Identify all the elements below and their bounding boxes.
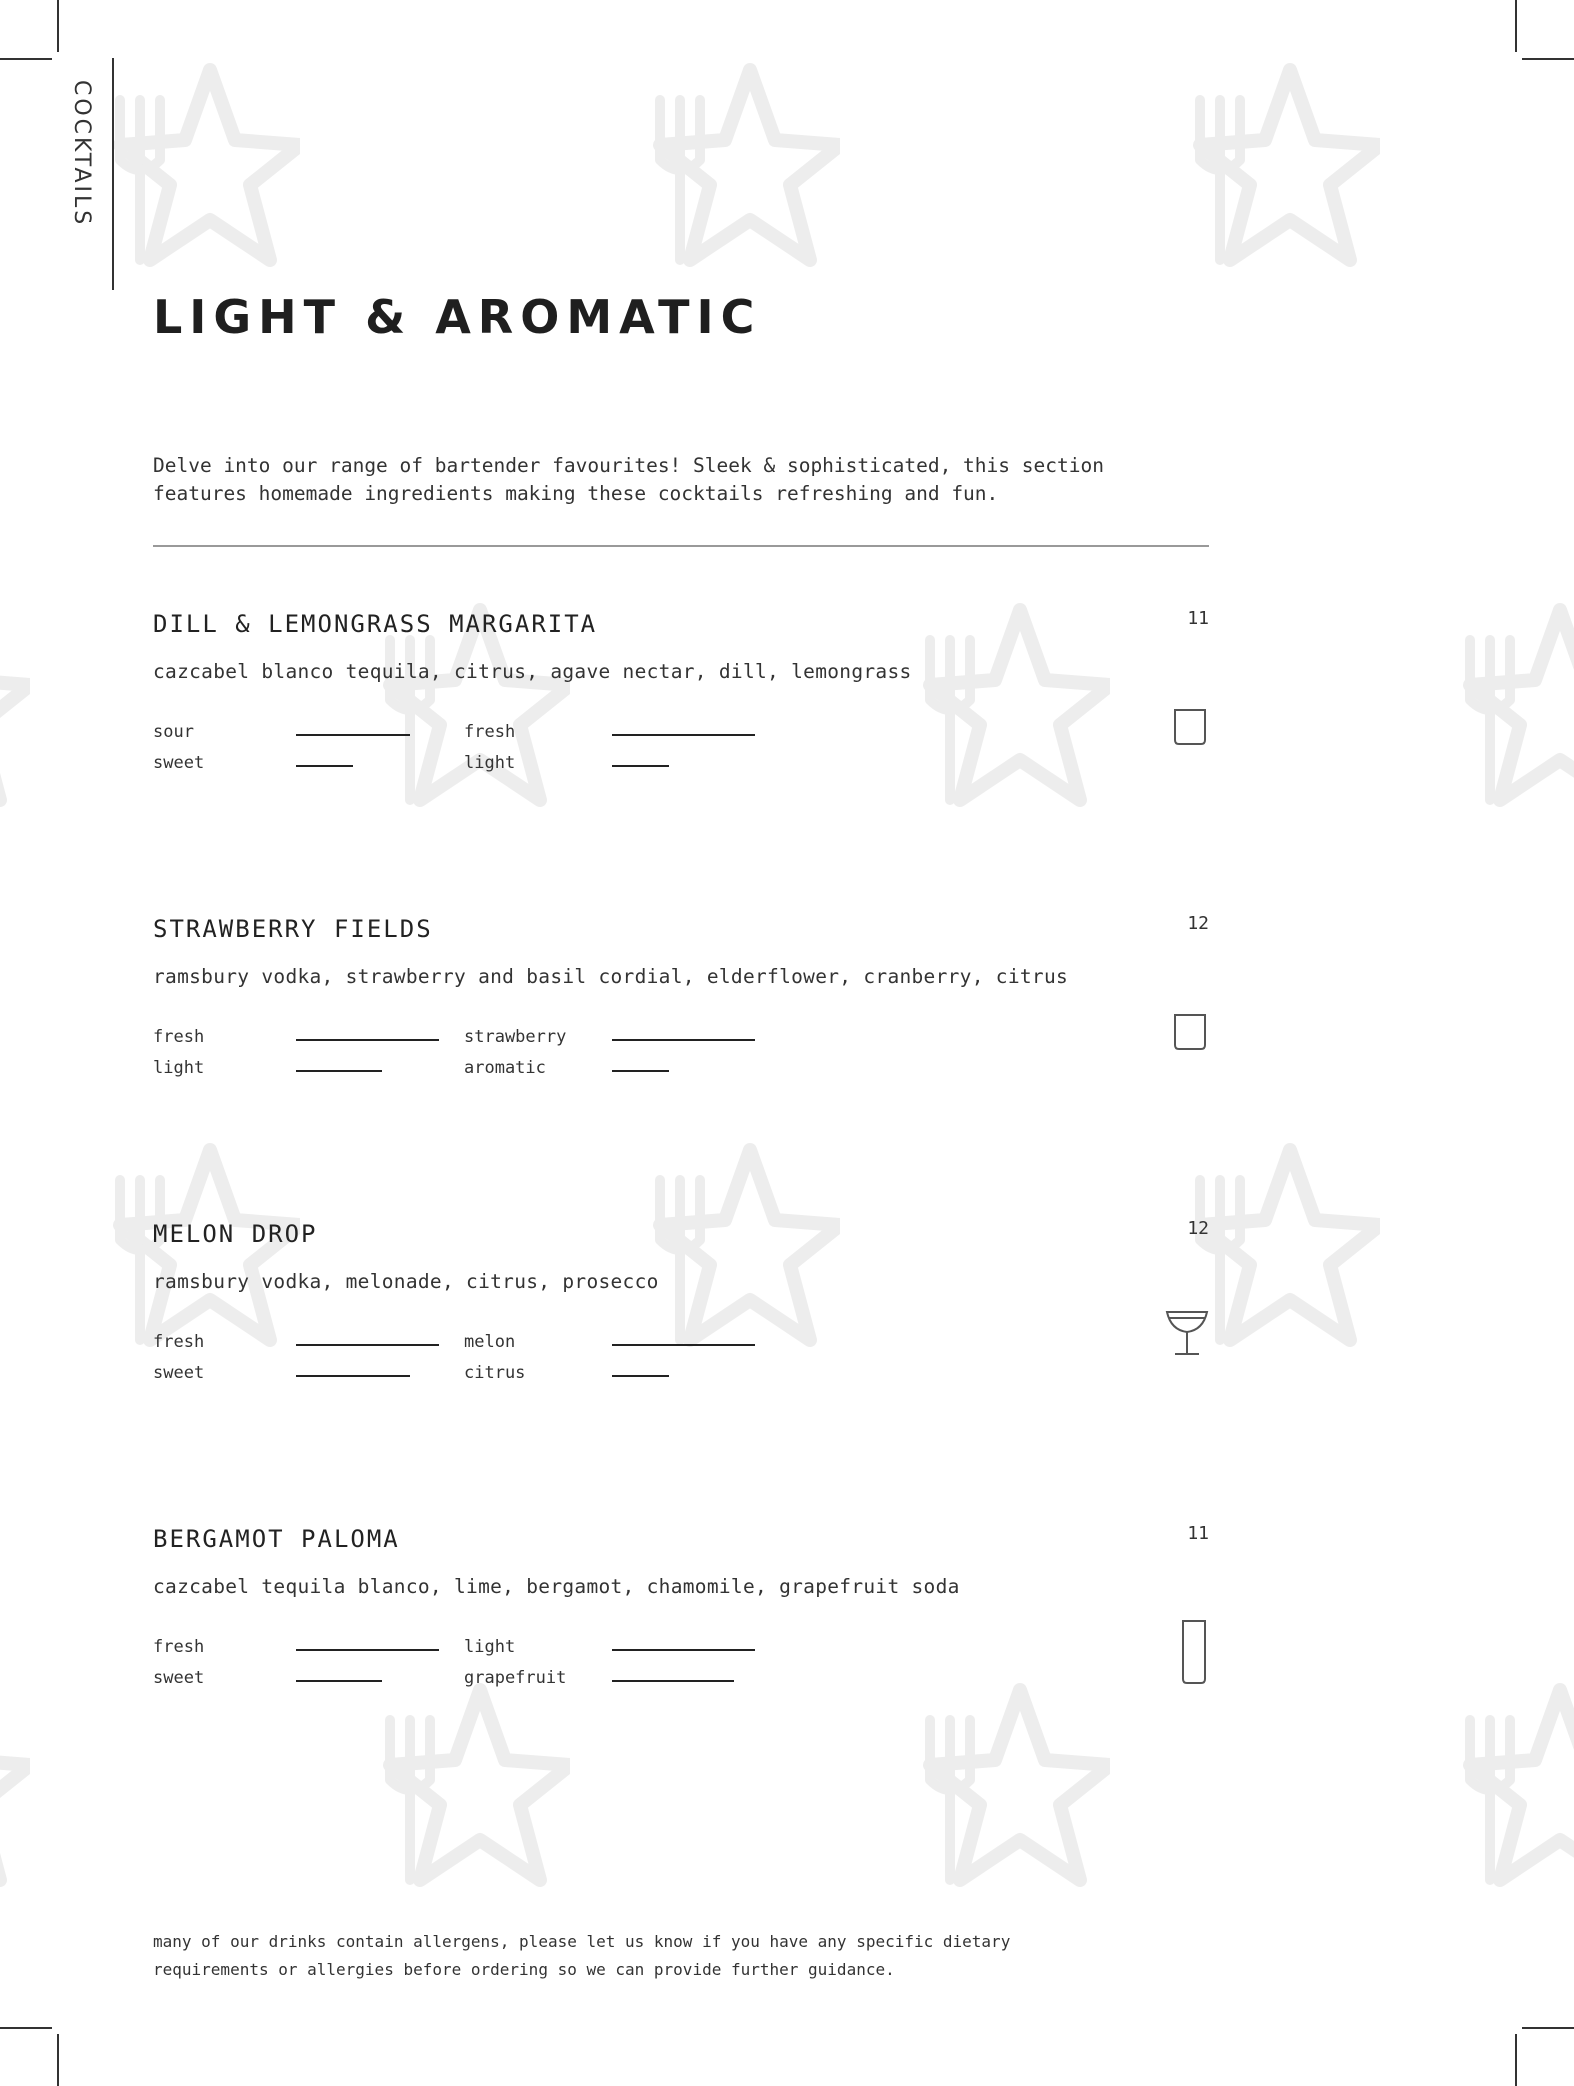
flavour-level-bar [612,1680,734,1682]
rocks-glass-icon [1173,1013,1207,1055]
page-title: LIGHT & AROMATIC [153,290,762,344]
flavour-level-bar [296,765,353,767]
drink-description: ramsbury vodka, strawberry and basil cordial, elderflower, cranberry, citrus [153,965,1069,988]
watermark-logo [640,60,840,274]
drink-description: ramsbury vodka, melonade, citrus, prosecco [153,1270,659,1293]
watermark-logo [1450,1680,1574,1894]
flavour-level-bar [296,1375,410,1377]
flavour-level-bar [296,1649,439,1651]
drink-item [153,915,1209,1135]
intro-text [153,452,1213,508]
watermark-logo [0,1680,30,1894]
flavour-label: sweet [153,1668,205,1688]
flavour-label: fresh [464,722,516,742]
drink-price: 12 [1187,913,1209,934]
coupe-glass-icon [1165,1308,1209,1362]
flavour-level-bar [612,765,669,767]
section-side-label [64,80,104,230]
side-label-text: COCKTAILS [69,80,94,228]
flavour-label: light [153,1058,205,1078]
drink-name: MELON DROP [153,1220,318,1248]
drink-name: STRAWBERRY FIELDS [153,915,433,943]
intro-line: Delve into our range of bartender favourites! Sleek & sophisticated, this section [153,454,1104,477]
drink-name: BERGAMOT PALOMA [153,1525,400,1553]
flavour-label: strawberry [464,1027,567,1047]
flavour-level-bar [296,1070,382,1072]
highball-glass-icon [1181,1619,1207,1689]
flavour-label: sweet [153,753,205,773]
flavour-level-bar [296,1344,439,1346]
flavour-label: fresh [153,1637,205,1657]
drink-description: cazcabel blanco tequila, citrus, agave nectar, dill, lemongrass [153,660,912,683]
flavour-label: light [464,753,516,773]
flavour-label: aromatic [464,1058,546,1078]
intro-line: features homemade ingredients making these cocktails refreshing and fun. [153,482,999,505]
flavour-level-bar [612,1070,669,1072]
crop-mark [1522,2027,1574,2029]
watermark-logo [1180,60,1380,274]
allergen-note [153,1928,1153,1984]
rocks-glass-icon [1173,708,1207,750]
flavour-label: citrus [464,1363,526,1383]
watermark-logo [1180,1140,1380,1354]
flavour-label: melon [464,1332,516,1352]
flavour-label: fresh [153,1027,205,1047]
crop-mark [1515,2034,1517,2086]
flavour-label: sour [153,722,194,742]
crop-mark [1515,0,1517,52]
drink-item [153,1220,1209,1440]
drink-name: DILL & LEMONGRASS MARGARITA [153,610,598,638]
drink-price: 11 [1187,1523,1209,1544]
flavour-level-bar [612,1039,755,1041]
drink-item [153,610,1209,830]
flavour-level-bar [296,734,410,736]
drink-price: 12 [1187,1218,1209,1239]
flavour-label: fresh [153,1332,205,1352]
drink-item [153,1525,1209,1745]
flavour-level-bar [612,1649,755,1651]
watermark-logo [100,60,300,274]
footer-line: requirements or allergies before ordering so we can provide further guidance. [153,1960,895,1979]
divider [153,545,1209,547]
watermark-logo [0,600,30,814]
drink-description: cazcabel tequila blanco, lime, bergamot, chamomile, grapefruit soda [153,1575,960,1598]
flavour-level-bar [612,1344,755,1346]
footer-line: many of our drinks contain allergens, please let us know if you have any specific dietary [153,1932,1011,1951]
drink-price: 11 [1187,608,1209,629]
flavour-label: light [464,1637,516,1657]
flavour-label: sweet [153,1363,205,1383]
flavour-level-bar [296,1680,382,1682]
crop-mark [1522,58,1574,60]
crop-mark [0,58,52,60]
watermark-logo [1450,600,1574,814]
flavour-level-bar [612,734,755,736]
crop-mark [57,0,59,52]
flavour-level-bar [612,1375,669,1377]
crop-mark [57,2034,59,2086]
side-rule [112,58,114,290]
flavour-level-bar [296,1039,439,1041]
flavour-label: grapefruit [464,1668,567,1688]
crop-mark [0,2027,52,2029]
